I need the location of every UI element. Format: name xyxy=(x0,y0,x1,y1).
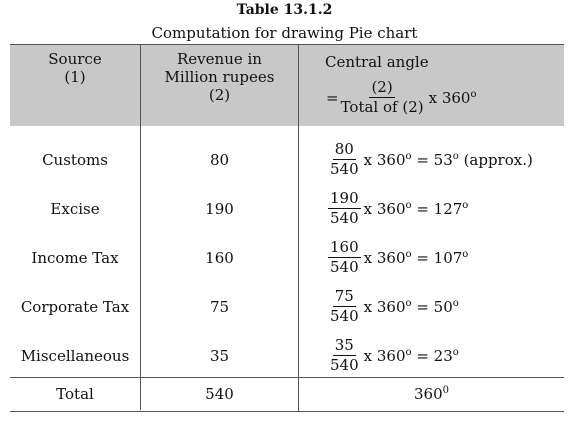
table-bottom-rule xyxy=(10,411,564,412)
row-revenue: 190 xyxy=(205,200,234,218)
approx-note: (approx.) xyxy=(463,150,533,169)
row-denominator: 540 xyxy=(330,258,359,276)
table-title: Table 13.1.2 xyxy=(236,2,333,18)
header-central-angle: Central angle xyxy=(325,53,429,71)
formula-numerator: (2) xyxy=(371,78,393,96)
row-revenue: 160 xyxy=(205,249,234,267)
table-subtitle: Computation for drawing Pie chart xyxy=(151,24,418,42)
row-denominator: 540 xyxy=(330,307,359,325)
row-source: Miscellaneous xyxy=(20,347,130,365)
total-label: Total xyxy=(56,385,94,403)
row-revenue: 75 xyxy=(209,298,230,316)
row-angle-computation: $\frac{190}{540}$ x $360^o = 127^o$ xyxy=(330,189,469,227)
row-angle-computation: $\frac{75}{540}$ x $360^o = 50^o$ xyxy=(330,287,459,325)
total-top-rule xyxy=(10,377,564,378)
row-numerator: 190 xyxy=(330,189,359,207)
column-divider-2 xyxy=(298,44,299,411)
row-angle-computation: $\frac{160}{540}$ x $360^o = 107^o$ xyxy=(330,238,469,276)
row-denominator: 540 xyxy=(330,160,359,178)
row-revenue: 80 xyxy=(209,151,230,169)
total-revenue: 540 xyxy=(205,385,234,403)
row-source: Corporate Tax xyxy=(20,298,130,316)
row-source: Excise xyxy=(50,200,100,218)
row-angle-computation: $\frac{35}{540}$ x $360^o = 23^o$ xyxy=(330,336,459,374)
row-source: Customs xyxy=(42,151,108,169)
row-numerator: 80 xyxy=(334,140,354,158)
header-top-rule xyxy=(10,44,564,45)
row-angle-computation: $\frac{80}{540}$ x $360^o = 53^o$ (approx.) xyxy=(330,140,533,178)
row-numerator: 160 xyxy=(330,238,359,256)
header-source: Source (1) xyxy=(48,50,102,86)
row-denominator: 540 xyxy=(330,209,359,227)
row-denominator: 540 xyxy=(330,356,359,374)
total-angle: $360^0$ xyxy=(413,385,449,403)
header-revenue: Revenue in Million rupees (2) xyxy=(164,50,275,104)
formula-denominator: Total of (2) xyxy=(340,98,424,116)
row-revenue: 35 xyxy=(209,347,230,365)
row-numerator: 35 xyxy=(334,336,354,354)
row-source: Income Tax xyxy=(31,249,119,267)
header-angle-formula: = $\frac{(2)}{\text{Total of (2)}}$ x 360$^o$ xyxy=(326,78,477,116)
row-numerator: 75 xyxy=(334,287,354,305)
